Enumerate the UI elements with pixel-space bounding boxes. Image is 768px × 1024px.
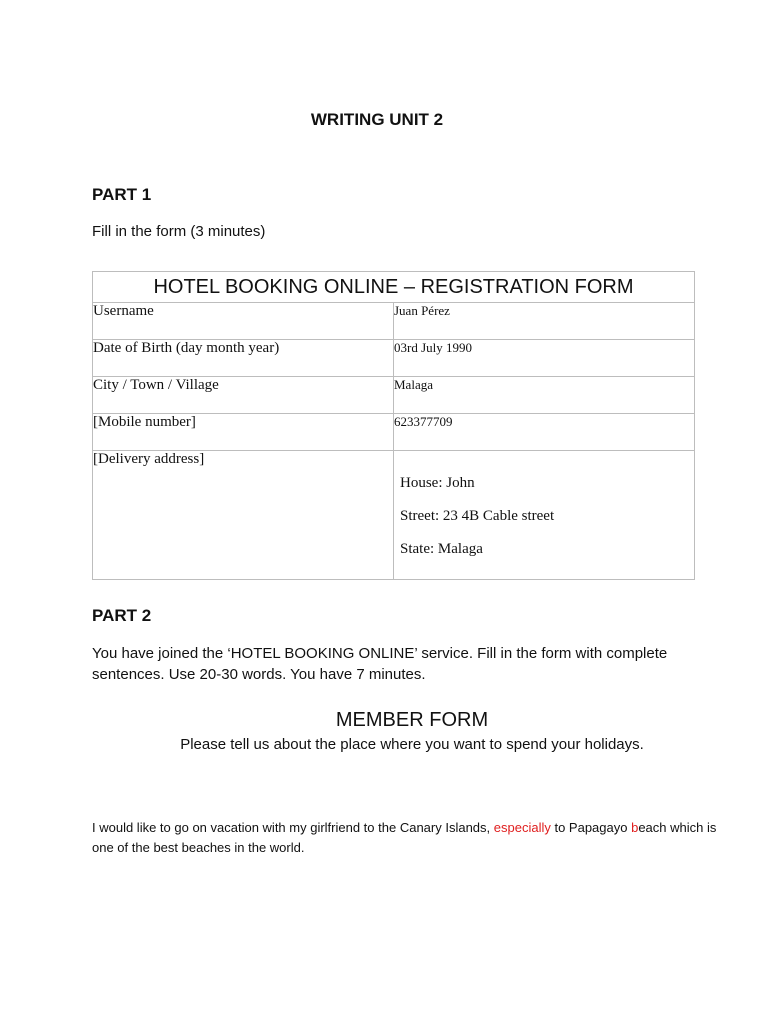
form-row-username (93, 303, 695, 340)
delivery-street-line: Street: 23 4B Cable street (400, 508, 555, 524)
city-value: Malaga (394, 377, 695, 414)
member-form-prompt: Please tell us about the place where you want to spend your holidays. (180, 736, 644, 753)
answer-text-a: I would like to go on vacation with my girlfriend to the Canary Islands, (92, 820, 494, 835)
dob-value: 03rd July 1990 (394, 340, 695, 377)
answer-correction-b: b (631, 820, 639, 835)
part1-instruction: Fill in the form (3 minutes) (92, 223, 266, 240)
member-form-title: MEMBER FORM (335, 709, 489, 731)
answer-text-c: each which is one of the best beaches in the world. (92, 820, 717, 855)
part2-instruction: You have joined the ‘HOTEL BOOKING ONLINE’ service. Fill in the form with complete sentences. Use 20-30 words. You have 7 minutes. (92, 645, 668, 683)
registration-form-table (92, 271, 695, 580)
member-form-answer (92, 818, 722, 858)
form-row-dob (93, 340, 695, 377)
delivery-value (394, 451, 695, 580)
registration-form-caption: HOTEL BOOKING ONLINE – REGISTRATION FORM (93, 272, 695, 303)
answer-correction-especially: especially (493, 820, 551, 835)
username-label: Username (93, 303, 394, 340)
username-value: Juan Pérez (394, 303, 695, 340)
delivery-house-line: House: John (400, 475, 475, 491)
answer-text-b: to Papagayo (550, 820, 632, 835)
delivery-state-line: State: Malaga (400, 541, 483, 557)
document-title: WRITING UNIT 2 (310, 110, 444, 129)
mobile-value: 623377709 (394, 414, 695, 451)
form-row-city (93, 377, 695, 414)
mobile-label: [Mobile number] (93, 414, 394, 451)
dob-label: Date of Birth (day month year) (93, 340, 394, 377)
form-row-mobile (93, 414, 695, 451)
city-label: City / Town / Village (93, 377, 394, 414)
part1-heading: PART 1 (92, 185, 152, 204)
part2-heading: PART 2 (92, 606, 152, 625)
delivery-label: [Delivery address] (93, 451, 394, 580)
form-row-delivery (93, 451, 695, 580)
